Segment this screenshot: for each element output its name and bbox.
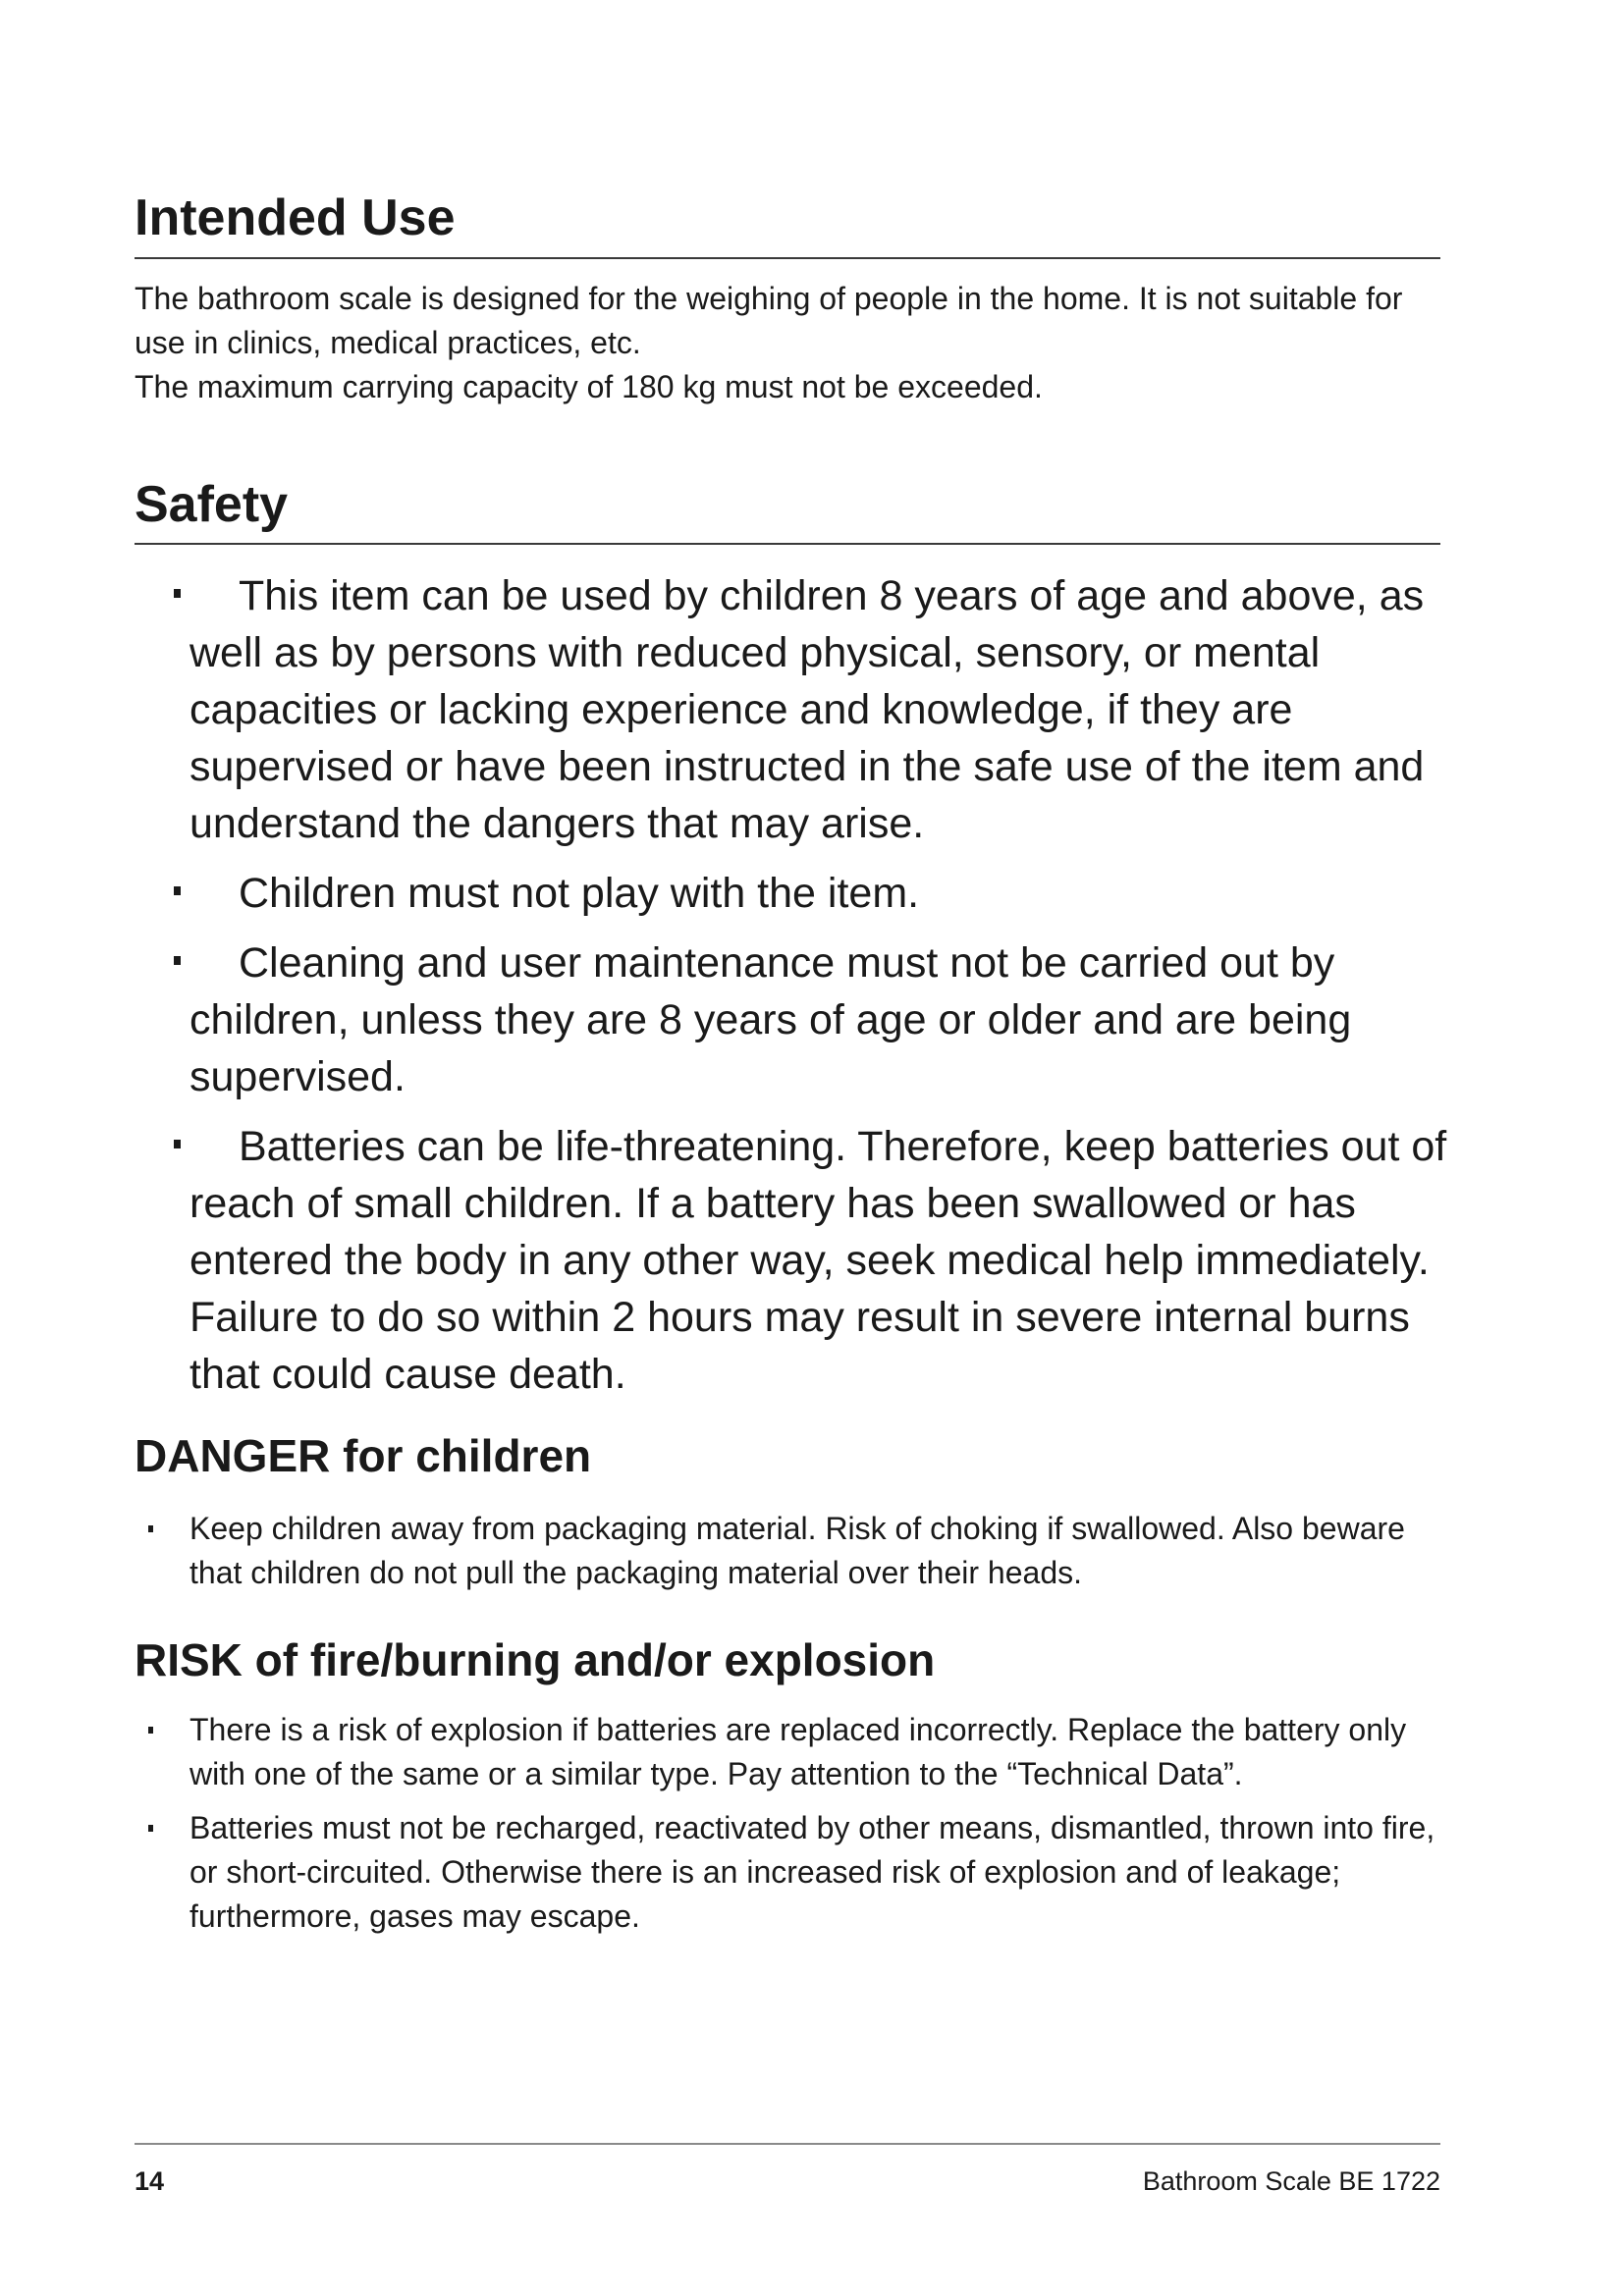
bullet-icon (148, 1727, 153, 1734)
safety-item-text: Children must not play with the item. (239, 870, 920, 917)
list-item (135, 1507, 1440, 1595)
risk-item-text: There is a risk of explosion if batteries are replaced incorrectly. Replace the battery only with one of the same or a similar type. Pay attention to the “Technical Data”. (189, 1712, 1407, 1791)
safety-item-text: Cleaning and user maintenance must not be carried out by children, unless they are 8 years of age or older and are being supervised. (189, 939, 1352, 1100)
intended-use-line: The maximum carrying capacity of 180 kg must not be exceeded. (135, 369, 1043, 404)
safety-rule (135, 543, 1440, 545)
intended-use-text (135, 277, 1440, 409)
risk-fire-list (135, 1708, 1440, 1949)
risk-fire-heading: RISK of fire/burning and/or explosion (135, 1634, 936, 1685)
safety-list (135, 567, 1489, 1415)
list-item (135, 865, 1489, 922)
intended-use-heading: Intended Use (135, 189, 456, 246)
bullet-icon (174, 589, 181, 598)
list-item (135, 934, 1489, 1105)
bullet-icon (174, 886, 181, 895)
safety-heading: Safety (135, 476, 289, 533)
bullet-icon (148, 1525, 153, 1532)
danger-children-heading: DANGER for children (135, 1430, 592, 1481)
safety-item-text: Batteries can be life-threatening. Therefore, keep batteries out of reach of small children. If a battery has been swallowed or has entered the body in any other way, seek medical help immediately. Failure to do so within 2 hours may result in severe internal burns that could cause death. (189, 1123, 1447, 1398)
risk-item-text: Batteries must not be recharged, reactivated by other means, dismantled, thrown into fire, or short-circuited. Otherwise there is an increased risk of explosion and of leakage; furthermore, gases may escape. (189, 1810, 1435, 1934)
list-item (135, 1806, 1440, 1939)
bullet-icon (174, 956, 181, 965)
footer-title: Bathroom Scale BE 1722 (1142, 2166, 1440, 2196)
list-item (135, 567, 1489, 852)
list-item (135, 1118, 1489, 1403)
intended-use-rule (135, 257, 1440, 259)
bullet-icon (174, 1140, 181, 1148)
danger-children-list (135, 1507, 1440, 1605)
intended-use-line: The bathroom scale is designed for the weighing of people in the home. It is not suitable for use in clinics, medical practices, etc. (135, 281, 1403, 360)
safety-item-text: This item can be used by children 8 years of age and above, as well as by persons with reduced physical, sensory, or mental capacities or lacking experience and knowledge, if they are supervised or have been instructed in the safe use of the item and understand the dangers that may arise. (189, 572, 1425, 847)
footer-rule (135, 2143, 1440, 2145)
bullet-icon (148, 1825, 153, 1832)
page-number: 14 (135, 2166, 165, 2196)
list-item (135, 1708, 1440, 1796)
danger-item-text: Keep children away from packaging material. Risk of choking if swallowed. Also beware that children do not pull the packaging material over their heads. (189, 1511, 1405, 1590)
